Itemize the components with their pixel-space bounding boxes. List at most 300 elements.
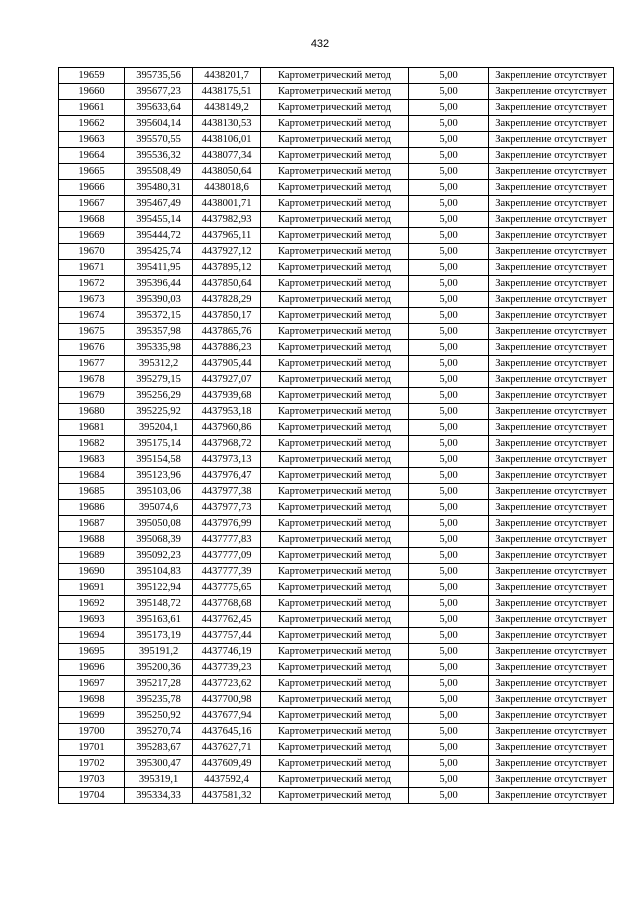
table-row <box>59 372 614 388</box>
y-coordinate-cell: 4437976,47 <box>193 468 261 484</box>
y-coordinate-cell: 4437700,98 <box>193 692 261 708</box>
y-coordinate-cell: 4437953,18 <box>193 404 261 420</box>
x-coordinate-cell: 395122,94 <box>125 580 193 596</box>
fixation-cell: Закрепление отсутствует <box>489 548 614 564</box>
accuracy-cell: 5,00 <box>409 180 489 196</box>
fixation-cell: Закрепление отсутствует <box>489 116 614 132</box>
fixation-cell: Закрепление отсутствует <box>489 532 614 548</box>
method-cell: Картометрический метод <box>261 628 409 644</box>
table-row <box>59 420 614 436</box>
fixation-cell: Закрепление отсутствует <box>489 404 614 420</box>
y-coordinate-cell: 4437746,19 <box>193 644 261 660</box>
x-coordinate-cell: 395217,28 <box>125 676 193 692</box>
method-cell: Картометрический метод <box>261 484 409 500</box>
point-number-cell: 19690 <box>59 564 125 580</box>
method-cell: Картометрический метод <box>261 612 409 628</box>
method-cell: Картометрический метод <box>261 132 409 148</box>
point-number-cell: 19668 <box>59 212 125 228</box>
x-coordinate-cell: 395357,98 <box>125 324 193 340</box>
x-coordinate-cell: 395735,56 <box>125 68 193 84</box>
accuracy-cell: 5,00 <box>409 196 489 212</box>
point-number-cell: 19661 <box>59 100 125 116</box>
point-number-cell: 19667 <box>59 196 125 212</box>
y-coordinate-cell: 4437939,68 <box>193 388 261 404</box>
method-cell: Картометрический метод <box>261 532 409 548</box>
x-coordinate-cell: 395283,67 <box>125 740 193 756</box>
point-number-cell: 19678 <box>59 372 125 388</box>
method-cell: Картометрический метод <box>261 116 409 132</box>
y-coordinate-cell: 4437905,44 <box>193 356 261 372</box>
point-number-cell: 19697 <box>59 676 125 692</box>
table-row <box>59 84 614 100</box>
table-row <box>59 596 614 612</box>
point-number-cell: 19674 <box>59 308 125 324</box>
accuracy-cell: 5,00 <box>409 756 489 772</box>
fixation-cell: Закрепление отсутствует <box>489 756 614 772</box>
point-number-cell: 19670 <box>59 244 125 260</box>
fixation-cell: Закрепление отсутствует <box>489 612 614 628</box>
y-coordinate-cell: 4438130,53 <box>193 116 261 132</box>
method-cell: Картометрический метод <box>261 388 409 404</box>
accuracy-cell: 5,00 <box>409 772 489 788</box>
fixation-cell: Закрепление отсутствует <box>489 388 614 404</box>
method-cell: Картометрический метод <box>261 420 409 436</box>
accuracy-cell: 5,00 <box>409 580 489 596</box>
method-cell: Картометрический метод <box>261 724 409 740</box>
table-row <box>59 404 614 420</box>
table-row <box>59 548 614 564</box>
fixation-cell: Закрепление отсутствует <box>489 260 614 276</box>
fixation-cell: Закрепление отсутствует <box>489 628 614 644</box>
table-row <box>59 340 614 356</box>
accuracy-cell: 5,00 <box>409 724 489 740</box>
point-number-cell: 19691 <box>59 580 125 596</box>
method-cell: Картометрический метод <box>261 660 409 676</box>
y-coordinate-cell: 4437768,68 <box>193 596 261 612</box>
method-cell: Картометрический метод <box>261 596 409 612</box>
point-number-cell: 19686 <box>59 500 125 516</box>
y-coordinate-cell: 4438077,34 <box>193 148 261 164</box>
x-coordinate-cell: 395677,23 <box>125 84 193 100</box>
table-row <box>59 292 614 308</box>
method-cell: Картометрический метод <box>261 228 409 244</box>
accuracy-cell: 5,00 <box>409 228 489 244</box>
method-cell: Картометрический метод <box>261 564 409 580</box>
x-coordinate-cell: 395570,55 <box>125 132 193 148</box>
x-coordinate-cell: 395319,1 <box>125 772 193 788</box>
accuracy-cell: 5,00 <box>409 116 489 132</box>
y-coordinate-cell: 4437927,07 <box>193 372 261 388</box>
y-coordinate-cell: 4438175,51 <box>193 84 261 100</box>
accuracy-cell: 5,00 <box>409 788 489 804</box>
fixation-cell: Закрепление отсутствует <box>489 132 614 148</box>
point-number-cell: 19671 <box>59 260 125 276</box>
x-coordinate-cell: 395425,74 <box>125 244 193 260</box>
table-row <box>59 308 614 324</box>
accuracy-cell: 5,00 <box>409 420 489 436</box>
method-cell: Картометрический метод <box>261 772 409 788</box>
method-cell: Картометрический метод <box>261 84 409 100</box>
fixation-cell: Закрепление отсутствует <box>489 148 614 164</box>
y-coordinate-cell: 4438201,7 <box>193 68 261 84</box>
accuracy-cell: 5,00 <box>409 612 489 628</box>
fixation-cell: Закрепление отсутствует <box>489 788 614 804</box>
method-cell: Картометрический метод <box>261 548 409 564</box>
y-coordinate-cell: 4437828,29 <box>193 292 261 308</box>
method-cell: Картометрический метод <box>261 500 409 516</box>
method-cell: Картометрический метод <box>261 324 409 340</box>
accuracy-cell: 5,00 <box>409 740 489 756</box>
method-cell: Картометрический метод <box>261 708 409 724</box>
fixation-cell: Закрепление отсутствует <box>489 740 614 756</box>
x-coordinate-cell: 395074,6 <box>125 500 193 516</box>
point-number-cell: 19702 <box>59 756 125 772</box>
point-number-cell: 19682 <box>59 436 125 452</box>
accuracy-cell: 5,00 <box>409 676 489 692</box>
method-cell: Картометрический метод <box>261 516 409 532</box>
point-number-cell: 19666 <box>59 180 125 196</box>
point-number-cell: 19685 <box>59 484 125 500</box>
point-number-cell: 19687 <box>59 516 125 532</box>
x-coordinate-cell: 395191,2 <box>125 644 193 660</box>
x-coordinate-cell: 395536,32 <box>125 148 193 164</box>
table-row <box>59 148 614 164</box>
y-coordinate-cell: 4437850,17 <box>193 308 261 324</box>
x-coordinate-cell: 395050,08 <box>125 516 193 532</box>
x-coordinate-cell: 395270,74 <box>125 724 193 740</box>
method-cell: Картометрический метод <box>261 164 409 180</box>
method-cell: Картометрический метод <box>261 372 409 388</box>
accuracy-cell: 5,00 <box>409 644 489 660</box>
fixation-cell: Закрепление отсутствует <box>489 564 614 580</box>
fixation-cell: Закрепление отсутствует <box>489 468 614 484</box>
accuracy-cell: 5,00 <box>409 164 489 180</box>
method-cell: Картометрический метод <box>261 180 409 196</box>
table-row <box>59 532 614 548</box>
coordinates-table-body <box>59 68 614 804</box>
coordinates-table <box>58 67 614 804</box>
x-coordinate-cell: 395633,64 <box>125 100 193 116</box>
x-coordinate-cell: 395390,03 <box>125 292 193 308</box>
point-number-cell: 19677 <box>59 356 125 372</box>
method-cell: Картометрический метод <box>261 260 409 276</box>
fixation-cell: Закрепление отсутствует <box>489 660 614 676</box>
fixation-cell: Закрепление отсутствует <box>489 724 614 740</box>
accuracy-cell: 5,00 <box>409 660 489 676</box>
table-row <box>59 452 614 468</box>
point-number-cell: 19701 <box>59 740 125 756</box>
point-number-cell: 19659 <box>59 68 125 84</box>
fixation-cell: Закрепление отсутствует <box>489 324 614 340</box>
point-number-cell: 19660 <box>59 84 125 100</box>
y-coordinate-cell: 4437739,23 <box>193 660 261 676</box>
method-cell: Картометрический метод <box>261 676 409 692</box>
y-coordinate-cell: 4437775,65 <box>193 580 261 596</box>
x-coordinate-cell: 395163,61 <box>125 612 193 628</box>
x-coordinate-cell: 395312,2 <box>125 356 193 372</box>
point-number-cell: 19692 <box>59 596 125 612</box>
accuracy-cell: 5,00 <box>409 436 489 452</box>
accuracy-cell: 5,00 <box>409 596 489 612</box>
accuracy-cell: 5,00 <box>409 628 489 644</box>
point-number-cell: 19673 <box>59 292 125 308</box>
table-row <box>59 756 614 772</box>
accuracy-cell: 5,00 <box>409 388 489 404</box>
point-number-cell: 19665 <box>59 164 125 180</box>
accuracy-cell: 5,00 <box>409 564 489 580</box>
x-coordinate-cell: 395444,72 <box>125 228 193 244</box>
table-row <box>59 116 614 132</box>
point-number-cell: 19676 <box>59 340 125 356</box>
fixation-cell: Закрепление отсутствует <box>489 308 614 324</box>
method-cell: Картометрический метод <box>261 212 409 228</box>
table-row <box>59 100 614 116</box>
x-coordinate-cell: 395154,58 <box>125 452 193 468</box>
accuracy-cell: 5,00 <box>409 276 489 292</box>
accuracy-cell: 5,00 <box>409 500 489 516</box>
table-row <box>59 564 614 580</box>
point-number-cell: 19680 <box>59 404 125 420</box>
table-row <box>59 628 614 644</box>
point-number-cell: 19683 <box>59 452 125 468</box>
x-coordinate-cell: 395250,92 <box>125 708 193 724</box>
method-cell: Картометрический метод <box>261 100 409 116</box>
y-coordinate-cell: 4437645,16 <box>193 724 261 740</box>
method-cell: Картометрический метод <box>261 468 409 484</box>
method-cell: Картометрический метод <box>261 692 409 708</box>
fixation-cell: Закрепление отсутствует <box>489 596 614 612</box>
y-coordinate-cell: 4438050,64 <box>193 164 261 180</box>
accuracy-cell: 5,00 <box>409 532 489 548</box>
method-cell: Картометрический метод <box>261 756 409 772</box>
point-number-cell: 19693 <box>59 612 125 628</box>
y-coordinate-cell: 4437592,4 <box>193 772 261 788</box>
accuracy-cell: 5,00 <box>409 356 489 372</box>
fixation-cell: Закрепление отсутствует <box>489 516 614 532</box>
method-cell: Картометрический метод <box>261 68 409 84</box>
table-row <box>59 244 614 260</box>
fixation-cell: Закрепление отсутствует <box>489 644 614 660</box>
fixation-cell: Закрепление отсутствует <box>489 340 614 356</box>
accuracy-cell: 5,00 <box>409 308 489 324</box>
x-coordinate-cell: 395225,92 <box>125 404 193 420</box>
x-coordinate-cell: 395455,14 <box>125 212 193 228</box>
table-row <box>59 164 614 180</box>
table-row <box>59 68 614 84</box>
x-coordinate-cell: 395200,36 <box>125 660 193 676</box>
table-row <box>59 436 614 452</box>
x-coordinate-cell: 395173,19 <box>125 628 193 644</box>
y-coordinate-cell: 4437977,38 <box>193 484 261 500</box>
accuracy-cell: 5,00 <box>409 404 489 420</box>
table-row <box>59 228 614 244</box>
y-coordinate-cell: 4437581,32 <box>193 788 261 804</box>
table-row <box>59 676 614 692</box>
accuracy-cell: 5,00 <box>409 132 489 148</box>
point-number-cell: 19688 <box>59 532 125 548</box>
accuracy-cell: 5,00 <box>409 212 489 228</box>
accuracy-cell: 5,00 <box>409 260 489 276</box>
y-coordinate-cell: 4437677,94 <box>193 708 261 724</box>
accuracy-cell: 5,00 <box>409 708 489 724</box>
method-cell: Картометрический метод <box>261 148 409 164</box>
method-cell: Картометрический метод <box>261 292 409 308</box>
x-coordinate-cell: 395235,78 <box>125 692 193 708</box>
x-coordinate-cell: 395334,33 <box>125 788 193 804</box>
table-row <box>59 724 614 740</box>
fixation-cell: Закрепление отсутствует <box>489 692 614 708</box>
table-row <box>59 260 614 276</box>
fixation-cell: Закрепление отсутствует <box>489 420 614 436</box>
accuracy-cell: 5,00 <box>409 292 489 308</box>
x-coordinate-cell: 395123,96 <box>125 468 193 484</box>
point-number-cell: 19700 <box>59 724 125 740</box>
accuracy-cell: 5,00 <box>409 548 489 564</box>
y-coordinate-cell: 4437895,12 <box>193 260 261 276</box>
x-coordinate-cell: 395256,29 <box>125 388 193 404</box>
y-coordinate-cell: 4437968,72 <box>193 436 261 452</box>
x-coordinate-cell: 395092,23 <box>125 548 193 564</box>
table-row <box>59 276 614 292</box>
point-number-cell: 19695 <box>59 644 125 660</box>
accuracy-cell: 5,00 <box>409 468 489 484</box>
table-row <box>59 708 614 724</box>
x-coordinate-cell: 395335,98 <box>125 340 193 356</box>
y-coordinate-cell: 4437982,93 <box>193 212 261 228</box>
accuracy-cell: 5,00 <box>409 452 489 468</box>
y-coordinate-cell: 4438018,6 <box>193 180 261 196</box>
y-coordinate-cell: 4438001,71 <box>193 196 261 212</box>
point-number-cell: 19663 <box>59 132 125 148</box>
method-cell: Картометрический метод <box>261 276 409 292</box>
table-row <box>59 468 614 484</box>
point-number-cell: 19694 <box>59 628 125 644</box>
table-row <box>59 612 614 628</box>
table-row <box>59 740 614 756</box>
accuracy-cell: 5,00 <box>409 372 489 388</box>
y-coordinate-cell: 4437927,12 <box>193 244 261 260</box>
fixation-cell: Закрепление отсутствует <box>489 292 614 308</box>
table-row <box>59 580 614 596</box>
y-coordinate-cell: 4437609,49 <box>193 756 261 772</box>
fixation-cell: Закрепление отсутствует <box>489 228 614 244</box>
method-cell: Картометрический метод <box>261 356 409 372</box>
table-row <box>59 484 614 500</box>
point-number-cell: 19699 <box>59 708 125 724</box>
x-coordinate-cell: 395204,1 <box>125 420 193 436</box>
fixation-cell: Закрепление отсутствует <box>489 372 614 388</box>
y-coordinate-cell: 4437976,99 <box>193 516 261 532</box>
y-coordinate-cell: 4437965,11 <box>193 228 261 244</box>
y-coordinate-cell: 4437886,23 <box>193 340 261 356</box>
fixation-cell: Закрепление отсутствует <box>489 100 614 116</box>
y-coordinate-cell: 4437973,13 <box>193 452 261 468</box>
x-coordinate-cell: 395508,49 <box>125 164 193 180</box>
fixation-cell: Закрепление отсутствует <box>489 484 614 500</box>
y-coordinate-cell: 4437762,45 <box>193 612 261 628</box>
table-row <box>59 660 614 676</box>
y-coordinate-cell: 4437777,39 <box>193 564 261 580</box>
y-coordinate-cell: 4437865,76 <box>193 324 261 340</box>
method-cell: Картометрический метод <box>261 580 409 596</box>
method-cell: Картометрический метод <box>261 452 409 468</box>
table-row <box>59 500 614 516</box>
fixation-cell: Закрепление отсутствует <box>489 164 614 180</box>
fixation-cell: Закрепление отсутствует <box>489 276 614 292</box>
x-coordinate-cell: 395279,15 <box>125 372 193 388</box>
point-number-cell: 19703 <box>59 772 125 788</box>
point-number-cell: 19669 <box>59 228 125 244</box>
fixation-cell: Закрепление отсутствует <box>489 68 614 84</box>
x-coordinate-cell: 395604,14 <box>125 116 193 132</box>
method-cell: Картометрический метод <box>261 244 409 260</box>
table-row <box>59 180 614 196</box>
fixation-cell: Закрепление отсутствует <box>489 436 614 452</box>
y-coordinate-cell: 4438149,2 <box>193 100 261 116</box>
fixation-cell: Закрепление отсутствует <box>489 452 614 468</box>
accuracy-cell: 5,00 <box>409 100 489 116</box>
fixation-cell: Закрепление отсутствует <box>489 500 614 516</box>
table-row <box>59 212 614 228</box>
page-number: 432 <box>310 38 330 50</box>
point-number-cell: 19698 <box>59 692 125 708</box>
fixation-cell: Закрепление отсутствует <box>489 196 614 212</box>
x-coordinate-cell: 395103,06 <box>125 484 193 500</box>
accuracy-cell: 5,00 <box>409 244 489 260</box>
x-coordinate-cell: 395175,14 <box>125 436 193 452</box>
y-coordinate-cell: 4437960,86 <box>193 420 261 436</box>
y-coordinate-cell: 4437627,71 <box>193 740 261 756</box>
fixation-cell: Закрепление отсутствует <box>489 244 614 260</box>
table-row <box>59 324 614 340</box>
table-row <box>59 388 614 404</box>
accuracy-cell: 5,00 <box>409 340 489 356</box>
x-coordinate-cell: 395396,44 <box>125 276 193 292</box>
y-coordinate-cell: 4437777,09 <box>193 548 261 564</box>
point-number-cell: 19679 <box>59 388 125 404</box>
x-coordinate-cell: 395411,95 <box>125 260 193 276</box>
y-coordinate-cell: 4437723,62 <box>193 676 261 692</box>
x-coordinate-cell: 395148,72 <box>125 596 193 612</box>
fixation-cell: Закрепление отсутствует <box>489 772 614 788</box>
method-cell: Картометрический метод <box>261 436 409 452</box>
y-coordinate-cell: 4438106,01 <box>193 132 261 148</box>
table-row <box>59 772 614 788</box>
table-row <box>59 516 614 532</box>
method-cell: Картометрический метод <box>261 788 409 804</box>
x-coordinate-cell: 395104,83 <box>125 564 193 580</box>
method-cell: Картометрический метод <box>261 340 409 356</box>
accuracy-cell: 5,00 <box>409 324 489 340</box>
method-cell: Картометрический метод <box>261 740 409 756</box>
accuracy-cell: 5,00 <box>409 692 489 708</box>
x-coordinate-cell: 395300,47 <box>125 756 193 772</box>
fixation-cell: Закрепление отсутствует <box>489 580 614 596</box>
y-coordinate-cell: 4437777,83 <box>193 532 261 548</box>
point-number-cell: 19672 <box>59 276 125 292</box>
x-coordinate-cell: 395372,15 <box>125 308 193 324</box>
point-number-cell: 19664 <box>59 148 125 164</box>
x-coordinate-cell: 395480,31 <box>125 180 193 196</box>
y-coordinate-cell: 4437977,73 <box>193 500 261 516</box>
fixation-cell: Закрепление отсутствует <box>489 84 614 100</box>
method-cell: Картометрический метод <box>261 308 409 324</box>
point-number-cell: 19689 <box>59 548 125 564</box>
accuracy-cell: 5,00 <box>409 68 489 84</box>
point-number-cell: 19681 <box>59 420 125 436</box>
table-row <box>59 788 614 804</box>
method-cell: Картометрический метод <box>261 404 409 420</box>
